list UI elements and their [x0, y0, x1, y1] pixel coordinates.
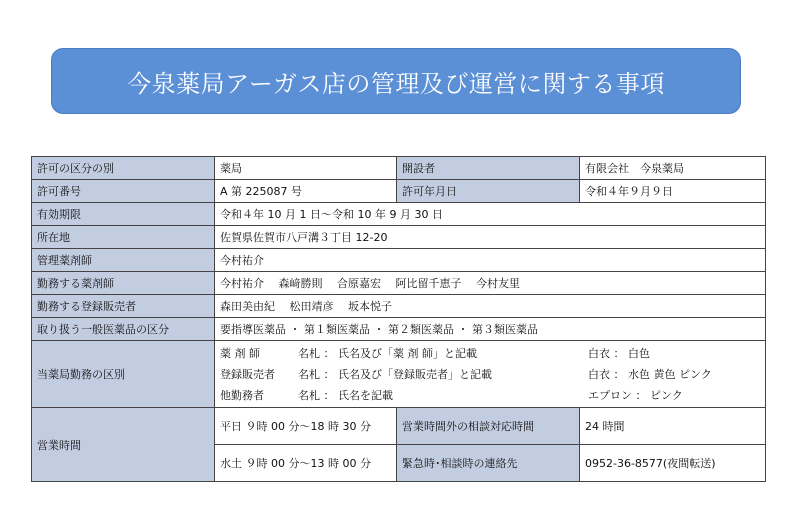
label-address: 所在地	[32, 226, 215, 249]
label-after-hours-consult: 営業時間外の相談対応時間	[397, 408, 580, 445]
label-founder: 開設者	[397, 157, 580, 180]
label-manager: 管理薬剤師	[32, 249, 215, 272]
value-registered-sellers: 森田美由紀 松田靖彦 坂本悦子	[215, 295, 766, 318]
table-row	[32, 318, 766, 341]
label-expiry: 有効期限	[32, 203, 215, 226]
value-drug-categories: 要指導医薬品 ・ 第１類医薬品 ・ 第２類医薬品 ・ 第３類医薬品	[215, 318, 766, 341]
staff-uniform: 白衣 ： 白色	[588, 347, 650, 360]
staff-uniform: 白衣 ： 水色 黄色 ピンク	[588, 367, 712, 381]
staff-line-pharmacist	[220, 343, 760, 363]
staff-nametag: 名札 ： 氏名及び「薬 剤 師」と記載	[298, 347, 477, 360]
page-title: 今泉薬局アーガス店の管理及び運営に関する事項	[127, 69, 665, 98]
staff-line-registered-seller	[220, 363, 760, 384]
label-staff-distinction: 当薬局勤務の区別	[32, 341, 215, 408]
table-row	[32, 226, 766, 249]
value-permit-type: 薬局	[215, 157, 397, 180]
label-pharmacists: 勤務する薬剤師	[32, 272, 215, 295]
label-registered-sellers: 勤務する登録販売者	[32, 295, 215, 318]
table-row	[32, 203, 766, 226]
label-permit-number: 許可番号	[32, 180, 215, 203]
label-permit-date: 許可年月日	[397, 180, 580, 203]
table-row	[32, 295, 766, 318]
table-row	[32, 157, 766, 180]
table-row	[32, 272, 766, 295]
value-manager: 今村祐介	[215, 249, 766, 272]
value-expiry: 令和４年 10 月 1 日～令和 10 年 9 月 30 日	[215, 203, 766, 226]
value-address: 佐賀県佐賀市八戸溝３丁目 12-20	[215, 226, 766, 249]
staff-role: 薬 剤 師	[220, 347, 260, 360]
table-row	[32, 249, 766, 272]
table-row	[32, 180, 766, 203]
value-emergency-contact: 0952-36-8577(夜間転送)	[580, 445, 766, 482]
table-row	[32, 408, 766, 445]
value-after-hours-consult: 24 時間	[580, 408, 766, 445]
staff-nametag: 名札 ： 氏名を記載	[298, 388, 393, 402]
staff-role: 他勤務者	[220, 388, 264, 402]
value-weekday-hours: 平日 ９時 00 分～18 時 30 分	[215, 408, 397, 445]
value-pharmacists: 今村祐介 森﨑勝則 合原嘉宏 阿比留千恵子 今村友里	[215, 272, 766, 295]
label-emergency-contact: 緊急時･相談時の連絡先	[397, 445, 580, 482]
value-permit-number: A 第 225087 号	[215, 180, 397, 203]
label-drug-categories: 取り扱う一般医薬品の区分	[32, 318, 215, 341]
value-permit-date: 令和４年９月９日	[580, 180, 766, 203]
staff-nametag: 名札 ： 氏名及び「登録販売者」と記載	[298, 367, 492, 381]
label-business-hours: 営業時間	[32, 408, 215, 482]
page-title-banner	[51, 48, 741, 114]
staff-uniform: エプロン ： ピンク	[588, 388, 683, 402]
pharmacy-info-table	[31, 156, 766, 482]
staff-role: 登録販売者	[220, 367, 275, 381]
value-founder: 有限会社 今泉薬局	[580, 157, 766, 180]
value-staff-distinction	[215, 341, 766, 408]
table-row	[32, 341, 766, 408]
value-weekend-hours: 水土 ９時 00 分～13 時 00 分	[215, 445, 397, 482]
staff-line-other	[220, 384, 760, 405]
label-permit-type: 許可の区分の別	[32, 157, 215, 180]
